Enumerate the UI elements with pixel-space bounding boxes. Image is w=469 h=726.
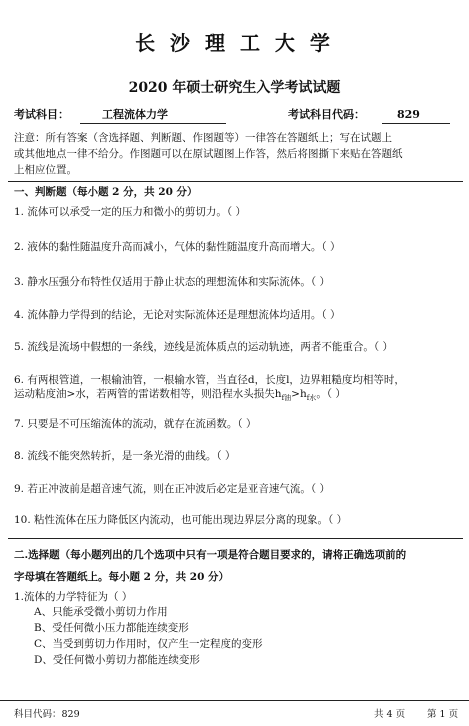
footer-page-number: 第 1 页 <box>427 709 459 720</box>
notice-line-1: 注意：所有答案（含选择题、判断题、作图题等）一律答在答题纸上；写在试题上 <box>14 132 392 144</box>
notice-line-2: 或其他地点一律不给分。作图题可以在原试题图上作答，然后将图撕下来贴在答题纸 <box>14 148 403 160</box>
choice-option-a: A、只能承受微小剪切力作用 <box>34 606 168 618</box>
subject-underline <box>80 123 226 124</box>
exam-title: 2020 年硕士研究生入学考试试题 <box>128 80 341 96</box>
footer-total-pages: 共 4 页 <box>374 709 406 720</box>
divider-middle <box>8 538 463 539</box>
question-6-end: 。（ ） <box>316 388 346 400</box>
question-6-text: 运动粘度油>水，若两管的雷诺数相等，则沿程水头损失h <box>14 388 282 400</box>
choice-question-1: 1.流体的力学特征为（ ） <box>14 591 133 603</box>
code-value: 829 <box>397 108 420 121</box>
notice-line-3: 上相应位置。 <box>14 164 77 176</box>
section2-title-line-2: 字母填在答题纸上。每小题 2 分，共 20 分） <box>14 571 230 583</box>
university-name: 长 沙 理 工 大 学 <box>135 31 334 55</box>
footer-divider <box>0 700 469 701</box>
question-5: 5. 流线是流场中假想的一条线，迹线是流体质点的运动轨迹，两者不能重合。（ ） <box>14 341 393 353</box>
question-9: 9. 若正冲波前是超音速气流，则在正冲波后必定是亚音速气流。（ ） <box>14 483 330 495</box>
section1-title: 一、判断题（每小题 2 分，共 20 分） <box>14 186 198 198</box>
question-4: 4. 流体静力学得到的结论，无论对实际流体还是理想流体均适用。（ ） <box>14 309 341 321</box>
footer-code: 科目代码：829 <box>14 709 80 720</box>
question-10: 10. 粘性流体在压力降低区内流动，也可能出现边界层分离的现象。（ ） <box>14 514 348 526</box>
code-underline <box>382 123 450 124</box>
question-6-compare: >h <box>291 388 307 400</box>
question-1: 1. 流体可以承受一定的压力和微小的剪切力。（ ） <box>14 206 246 218</box>
question-6-line-1: 6. 有两根管道，一根输油管，一根输水管，当直径d，长度l，边界粗糙度均相等时， <box>14 374 405 386</box>
choice-option-d: D、受任何微小剪切力都能连续变形 <box>34 654 200 666</box>
code-label: 考试科目代码： <box>288 108 365 121</box>
subject-value: 工程流体力学 <box>102 108 168 121</box>
question-7: 7. 只要是不可压缩流体的流动，就存在流函数。（ ） <box>14 418 257 430</box>
choice-option-c: C、当受到剪切力作用时，仅产生一定程度的变形 <box>34 638 263 650</box>
choice-option-b: B、受任何微小压力都能连续变形 <box>34 622 189 634</box>
question-6-subscript-water: f水 <box>306 394 317 403</box>
subject-label: 考试科目： <box>14 108 69 121</box>
question-6-line-2 <box>14 387 346 405</box>
question-6-subscript-oil: f油 <box>281 394 292 403</box>
question-2: 2. 液体的黏性随温度升高而减小，气体的黏性随温度升高而增大。（ ） <box>14 241 341 253</box>
divider-top <box>8 181 463 182</box>
section2-title-line-1: 二.选择题（每小题列出的几个选项中只有一项是符合题目要求的，请将正确选项前的 <box>14 549 407 561</box>
question-8: 8. 流线不能突然转折，是一条光滑的曲线。（ ） <box>14 450 236 462</box>
question-3: 3. 静水压强分布特性仅适用于静止状态的理想流体和实际流体。（ ） <box>14 276 330 288</box>
